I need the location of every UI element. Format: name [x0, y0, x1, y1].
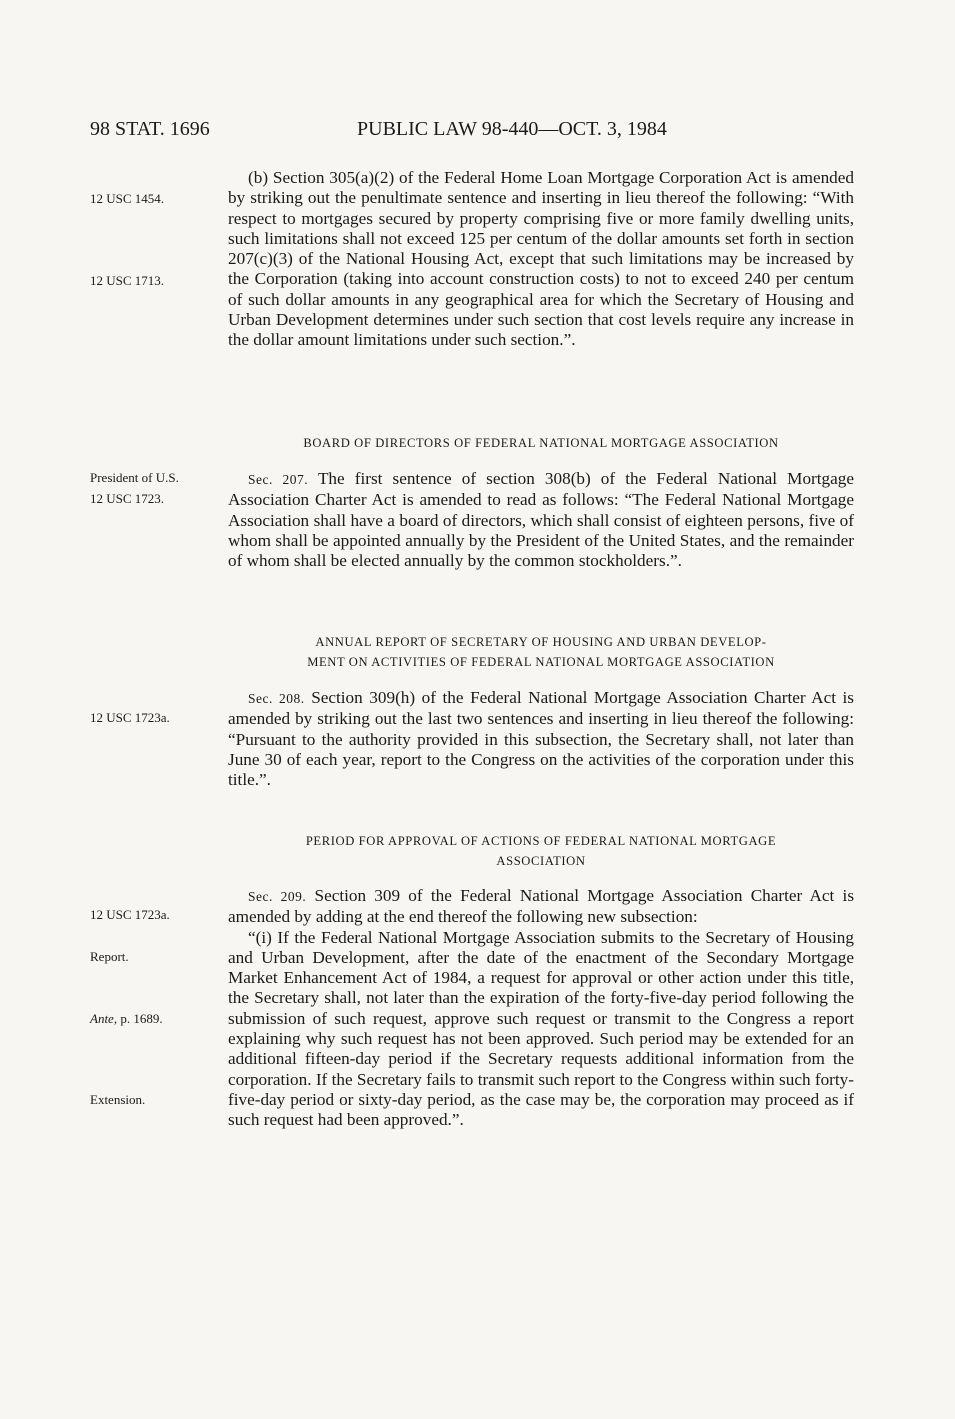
sec209-heading [228, 831, 854, 871]
sec208-block [228, 688, 854, 790]
sec207-text: The first sentence of section 308(b) of the Federal National Mortgage Association Charter Act is amended to read as follows: “The Federal National Mortgage Association shall have a board of directors, which shall consist of eighteen persons, five of whom shall be appointed annually by the President of the United States, and the remainder of whom shall be elected annually by the common stockholders.”. [228, 469, 854, 571]
margin-note-usc-1454: 12 USC 1454. [90, 191, 165, 206]
sec209-label: Sec. 209. [248, 889, 307, 904]
margin-note-report: Report. [90, 949, 129, 964]
margin-note-extension: Extension. [90, 1092, 146, 1107]
margin-note-president: President of U.S. [90, 470, 179, 485]
sec208-heading-line2: MENT ON ACTIVITIES OF FEDERAL NATIONAL MORTGAGE ASSOCIATION [307, 655, 775, 669]
section-b-block [228, 168, 854, 351]
margin-note-usc-1723a: 12 USC 1723a. [90, 710, 170, 725]
margin-note-usc-1723: 12 USC 1723. [90, 491, 165, 506]
margin-note-ante [90, 1011, 163, 1027]
sec207-heading: BOARD OF DIRECTORS OF FEDERAL NATIONAL MORTGAGE ASSOCIATION [303, 436, 779, 450]
sec208-text: Section 309(h) of the Federal National Mortgage Association Charter Act is amended by striking out the last two sentences and inserting in lieu thereof the following: “Pursuant to the authority provided in this subsection, the Secretary shall, not later than June 30 of each year, report to the Congress on the activities of the corporation under this title.”. [228, 688, 854, 790]
sec207-label: Sec. 207. [248, 472, 309, 487]
sec209-paragraph [228, 886, 854, 928]
sec209-heading-line1: PERIOD FOR APPROVAL OF ACTIONS OF FEDERAL NATIONAL MORTGAGE [305, 834, 777, 848]
ante-label: Ante, [90, 1011, 118, 1026]
sec209-text: Section 309 of the Federal National Mortgage Association Charter Act is amended by adding at the end thereof the following new subsection: [228, 886, 855, 927]
page-header [90, 118, 850, 146]
margin-note-usc-1713: 12 USC 1713. [90, 273, 165, 288]
sec208-heading [228, 632, 854, 672]
sec207-block [228, 469, 854, 571]
stat-page-number: 98 STAT. 1696 [90, 118, 210, 140]
sec208-label: Sec. 208. [248, 691, 305, 706]
sec208-heading-line1: ANNUAL REPORT OF SECRETARY OF HOUSING AND URBAN DEVELOP- [315, 635, 767, 649]
sec209-heading-line2: ASSOCIATION [496, 854, 586, 868]
sec209-block [228, 886, 854, 1131]
margin-note-usc-1723a-second: 12 USC 1723a. [90, 907, 170, 922]
ante-page: p. 1689. [120, 1011, 163, 1026]
sec207-paragraph [228, 469, 854, 571]
law-title: PUBLIC LAW 98-440—OCT. 3, 1984 [357, 118, 667, 140]
sec208-paragraph [228, 688, 854, 790]
section-b-text: (b) Section 305(a)(2) of the Federal Home Loan Mortgage Corporation Act is amended by striking out the penultimate sentence and inserting in lieu thereof the following: “With respect to mortgages secured by property comprising five or more family dwelling units, such limitations shall not exceed 125 per centum of the dollar amounts set forth in section 207(c)(3) of the National Housing Act, except that such limitations may be increased by the Corporation (taking into account construction costs) to not to exceed 240 per centum of such dollar amounts in any geographical area for which the Secretary of Housing and Urban Development determines under such section that cost levels require any increase in the dollar amount limitations under such section.”. [228, 168, 854, 350]
sec209-subsection-i: “(i) If the Federal National Mortgage Association submits to the Secretary of Housing and Urban Development, after the date of the enactment of the Secondary Mortgage Market Enhancement Act of 1984, a request for approval or other action under this title, the Secretary shall, not later than the expiration of the forty-five-day period following the submission of such request, approve such request or transmit to the Congress a report explaining why such request has not been approved. Such period may be extended for an additional fifteen-day period if the Secretary requests additional information from the corporation. If the Secretary fails to transmit such report to the Congress within such forty-five-day period or sixty-day period, as the case may be, the corporation may proceed as if such request had been approved.”. [228, 927, 854, 1130]
